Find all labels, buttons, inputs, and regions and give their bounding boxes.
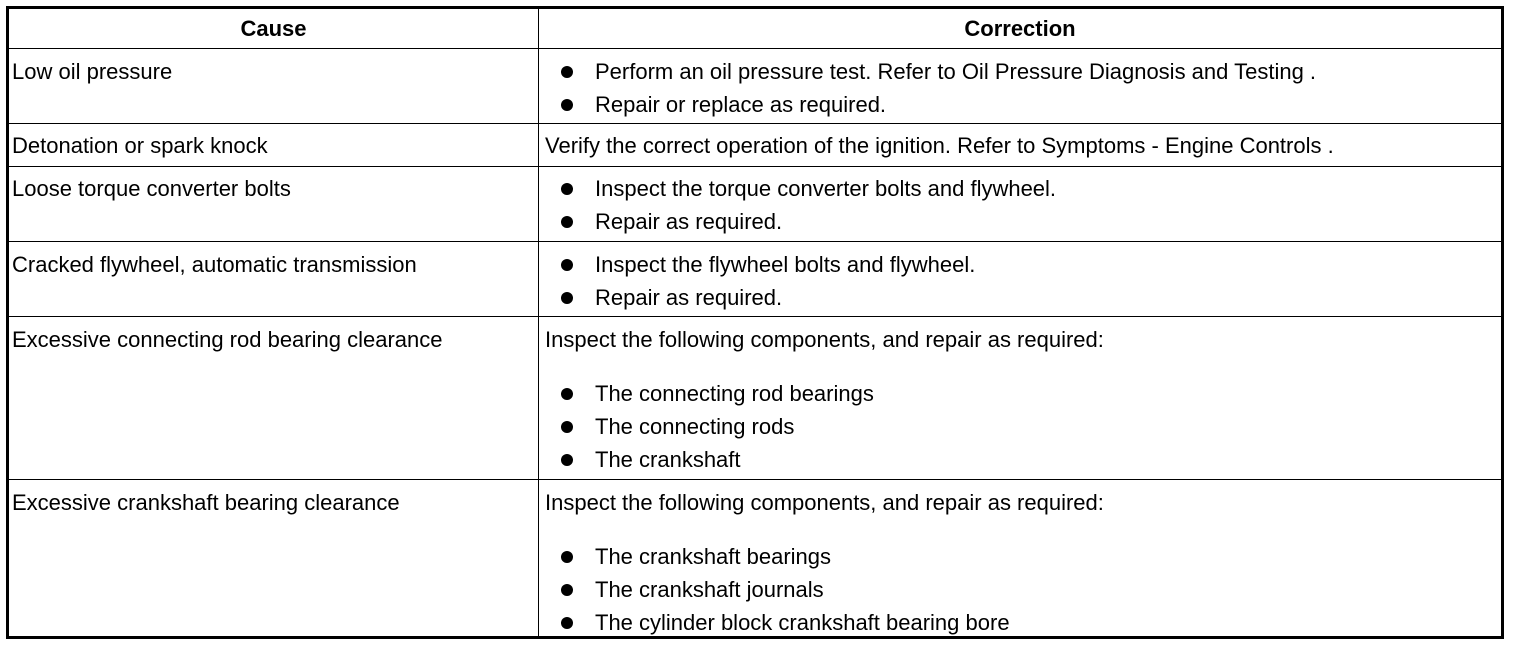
bullet-icon: [561, 584, 573, 596]
cause-cell: [9, 124, 539, 166]
table-header: [9, 9, 1501, 49]
bullet-icon: [561, 617, 573, 629]
correction-text: Verify the correct operation of the ignition. Refer to Symptoms - Engine Controls .: [545, 133, 1334, 158]
bullet-icon: [561, 454, 573, 466]
cause-cell: [9, 480, 539, 639]
diagnosis-table: [6, 6, 1504, 639]
list-item-text: The crankshaft journals: [595, 577, 824, 602]
correction-cell: [539, 242, 1501, 316]
cause-cell: [9, 242, 539, 316]
correction-cell: [539, 317, 1501, 479]
table-row: [9, 124, 1501, 167]
cause-cell: [9, 49, 539, 123]
list-item-text: Perform an oil pressure test. Refer to Oil Pressure Diagnosis and Testing .: [595, 59, 1317, 84]
cause-text: Excessive connecting rod bearing clearance: [12, 327, 443, 352]
bullet-icon: [561, 259, 573, 271]
table-row: [9, 242, 1501, 317]
correction-cell: [539, 167, 1501, 241]
cause-text: Excessive crankshaft bearing clearance: [12, 490, 400, 515]
bullet-icon: [561, 388, 573, 400]
cause-text: Detonation or spark knock: [12, 133, 268, 158]
cause-text: Low oil pressure: [12, 59, 173, 84]
bullet-icon: [561, 421, 573, 433]
bullet-icon: [561, 292, 573, 304]
table-row: [9, 49, 1501, 124]
header-correction: Correction: [964, 16, 1076, 41]
list-item-text: The connecting rod bearings: [595, 381, 874, 406]
bullet-icon: [561, 551, 573, 563]
bullet-icon: [561, 183, 573, 195]
list-item-text: Repair as required.: [595, 285, 783, 310]
list-item-text: The cylinder block crankshaft bearing bore: [595, 610, 1010, 635]
cause-cell: [9, 317, 539, 479]
table-row: [9, 480, 1501, 639]
correction-text: Inspect the following components, and repair as required:: [545, 327, 1104, 352]
cause-text: Loose torque converter bolts: [12, 176, 291, 201]
list-item-text: The crankshaft: [595, 447, 741, 472]
list-item-text: The crankshaft bearings: [595, 544, 832, 569]
header-cause: Cause: [9, 9, 539, 48]
bullet-icon: [561, 99, 573, 111]
cause-cell: [9, 167, 539, 241]
bullet-icon: [561, 216, 573, 228]
list-item-text: The connecting rods: [595, 414, 795, 439]
bullet-icon: [561, 66, 573, 78]
correction-cell: [539, 49, 1501, 123]
correction-text: Inspect the following components, and repair as required:: [545, 490, 1104, 515]
list-item-text: Repair as required.: [595, 209, 783, 234]
table-row: [9, 167, 1501, 242]
list-item-text: Repair or replace as required.: [595, 92, 887, 117]
correction-cell: [539, 124, 1501, 166]
table-row: [9, 317, 1501, 480]
cause-text: Cracked flywheel, automatic transmission: [12, 252, 417, 277]
list-item-text: Inspect the flywheel bolts and flywheel.: [595, 252, 976, 277]
correction-cell: [539, 480, 1501, 639]
list-item-text: Inspect the torque converter bolts and flywheel.: [595, 176, 1057, 201]
